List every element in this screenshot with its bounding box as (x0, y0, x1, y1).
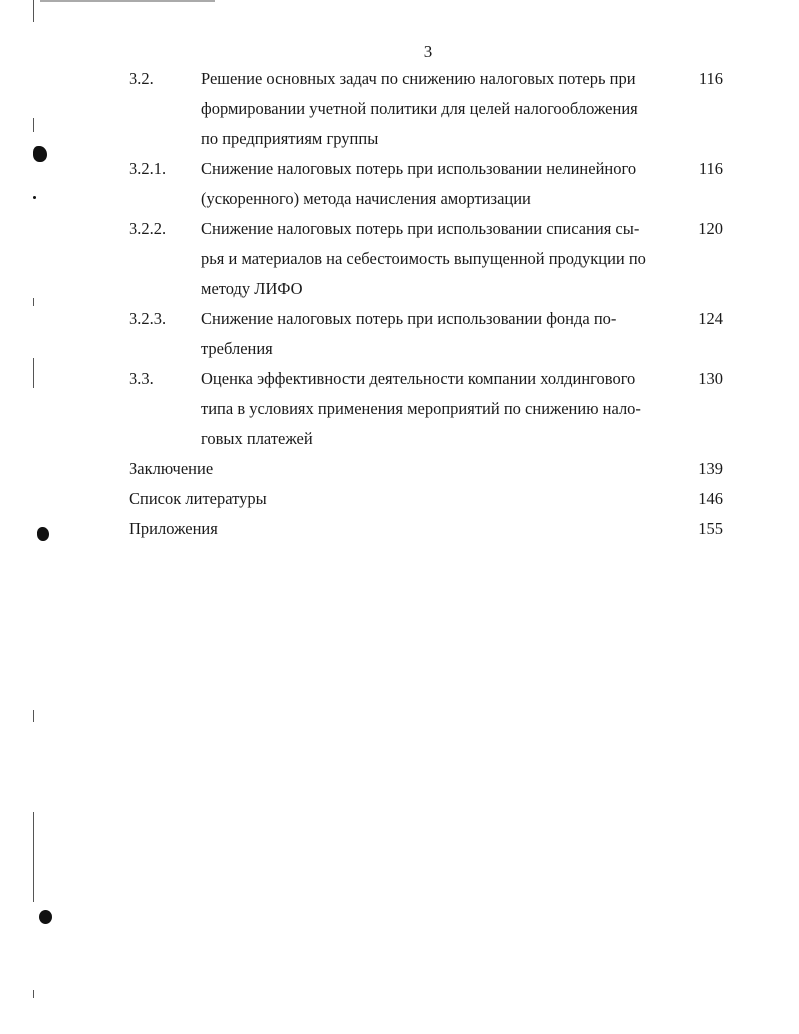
toc-entry-number: 3.3. (129, 369, 154, 388)
toc-entry-title (201, 304, 693, 364)
toc-entry-3-2-1 (129, 154, 723, 214)
toc-entry-line: методу ЛИФО (201, 279, 303, 298)
toc-entry-title (201, 214, 693, 304)
toc-entry-page: 139 (698, 459, 723, 478)
toc-entry-page: 155 (698, 519, 723, 538)
scan-dot (33, 196, 36, 199)
toc-entry-3-3 (129, 364, 723, 454)
toc-entry-page: 116 (698, 159, 723, 178)
toc-entry-conclusion (129, 454, 723, 484)
scan-margin-mark (33, 812, 34, 902)
toc-entry-3-2 (129, 64, 723, 154)
toc-entry-line: (ускоренного) метода начисления амортизации (201, 189, 531, 208)
toc-entry-number: 3.2. (129, 69, 154, 88)
scan-margin-mark (33, 710, 34, 722)
toc-entry-title: Приложения (129, 519, 218, 538)
toc-entry-references (129, 484, 723, 514)
scan-top-rule (40, 0, 215, 2)
toc-entry-appendices (129, 514, 723, 544)
toc-entry-number: 3.2.3. (129, 309, 167, 328)
toc-entry-line: формировании учетной политики для целей налогообложения (201, 99, 638, 118)
scan-margin-mark (33, 0, 34, 22)
toc-entry-line: Снижение налоговых потерь при использовании фонда по- (201, 309, 617, 328)
toc-entry-page: 130 (698, 369, 723, 388)
toc-entry-page: 124 (698, 309, 723, 328)
toc-entry-line: Снижение налоговых потерь при использовании списания сы- (201, 219, 640, 238)
scan-margin-mark (33, 118, 34, 132)
toc-entry-line: Оценка эффективности деятельности компании холдингового (201, 369, 636, 388)
toc-entry-number: 3.2.1. (129, 159, 167, 178)
toc-entry-line: требления (201, 339, 273, 358)
scan-margin-mark (33, 298, 34, 306)
scan-margin-mark (33, 358, 34, 388)
scan-margin-mark (33, 990, 34, 998)
toc-entry-line: по предприятиям группы (201, 129, 379, 148)
toc-entry-page: 146 (698, 489, 723, 508)
toc-entry-line: рья и материалов на себестоимость выпущенной продукции по (201, 249, 646, 268)
table-of-contents (129, 64, 723, 544)
toc-entry-title (201, 64, 693, 154)
toc-entry-3-2-2 (129, 214, 723, 304)
toc-entry-title: Заключение (129, 459, 214, 478)
scan-blob (37, 527, 49, 541)
toc-entry-title: Список литературы (129, 489, 267, 508)
toc-entry-page: 120 (698, 219, 723, 238)
scan-blob (33, 146, 47, 162)
toc-entry-line: говых платежей (201, 429, 313, 448)
toc-entry-title (201, 154, 693, 214)
toc-entry-title (201, 364, 693, 454)
scan-blob (39, 910, 52, 924)
toc-entry-line: Решение основных задач по снижению налоговых потерь при (201, 69, 636, 88)
toc-entry-line: типа в условиях применения мероприятий по снижению нало- (201, 399, 641, 418)
toc-entry-3-2-3 (129, 304, 723, 364)
toc-entry-line: Снижение налоговых потерь при использовании нелинейного (201, 159, 637, 178)
toc-entry-number: 3.2.2. (129, 219, 167, 238)
page-number: 3 (423, 42, 433, 61)
toc-entry-page: 116 (698, 69, 723, 88)
